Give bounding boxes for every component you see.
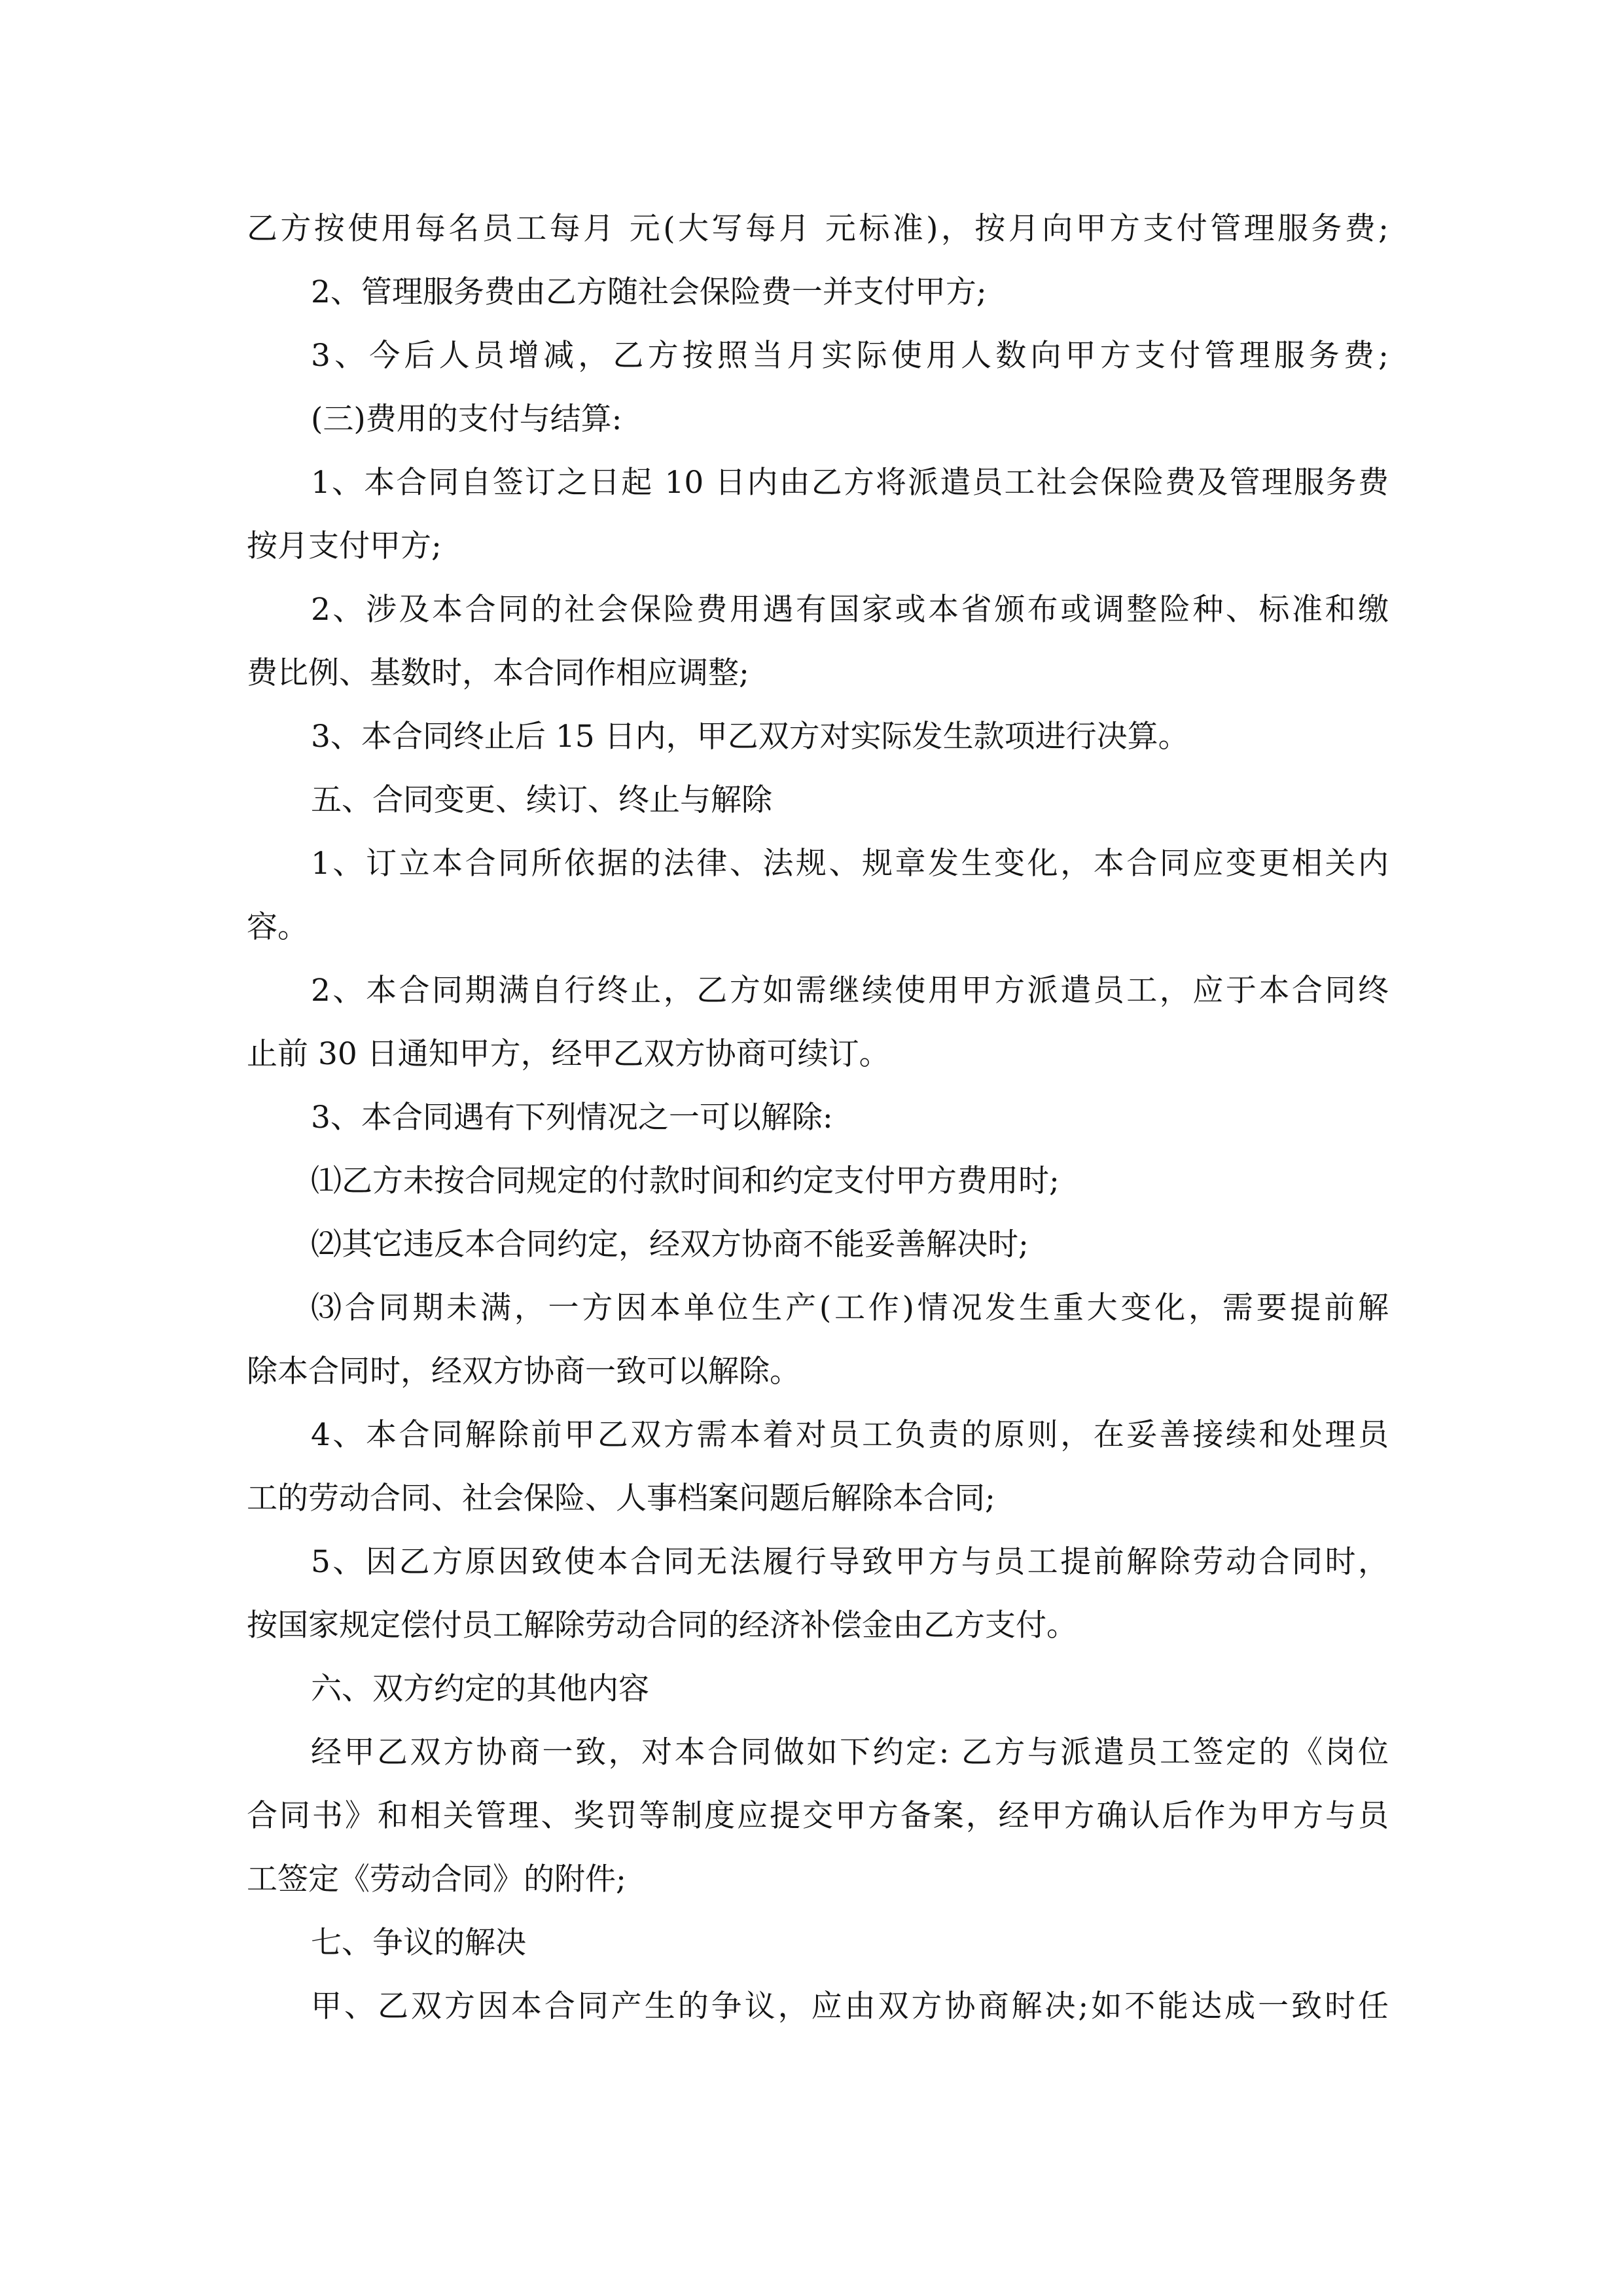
text-line: 甲、乙双方因本合同产生的争议，应由双方协商解决;如不能达成一致时任 bbox=[311, 1988, 1389, 2024]
text-line: 3、本合同遇有下列情况之一可以解除: bbox=[311, 1100, 833, 1136]
text-line: 除本合同时，经双方协商一致可以解除。 bbox=[247, 1354, 800, 1390]
text-line: 止前 30 日通知甲方，经甲乙双方协商可续订。 bbox=[247, 1036, 890, 1072]
text-line: 按国家规定偿付员工解除劳动合同的经济补偿金由乙方支付。 bbox=[247, 1607, 1077, 1643]
text-line: 4、本合同解除前甲乙双方需本着对员工负责的原则，在妥善接续和处理员 bbox=[311, 1417, 1389, 1453]
text-line: 乙方按使用每名员工每月 元(大写每月 元标准)，按月向甲方支付管理服务费; bbox=[247, 211, 1389, 247]
text-line: 2、本合同期满自行终止，乙方如需继续使用甲方派遣员工，应于本合同终 bbox=[311, 973, 1389, 1009]
text-line: 合同书》和相关管理、奖罚等制度应提交甲方备案，经甲方确认后作为甲方与员 bbox=[247, 1798, 1389, 1834]
text-line: 费比例、基数时，本合同作相应调整; bbox=[247, 655, 749, 691]
text-line: 工的劳动合同、社会保险、人事档案问题后解除本合同; bbox=[247, 1480, 995, 1516]
text-line: 按月支付甲方; bbox=[247, 528, 442, 564]
text-line: ⑶合同期未满，一方因本单位生产(工作)情况发生重大变化，需要提前解 bbox=[311, 1290, 1389, 1326]
text-line: 3、今后人员增减，乙方按照当月实际使用人数向甲方支付管理服务费; bbox=[311, 338, 1389, 374]
text-line: 2、涉及本合同的社会保险费用遇有国家或本省颁布或调整险种、标准和缴 bbox=[311, 592, 1389, 628]
section-heading: (三)费用的支付与结算: bbox=[311, 401, 622, 437]
section-heading: 七、争议的解决 bbox=[311, 1925, 526, 1961]
text-line: 5、因乙方原因致使本合同无法履行导致甲方与员工提前解除劳动合同时， bbox=[311, 1544, 1389, 1580]
text-line: ⑵其它违反本合同约定，经双方协商不能妥善解决时; bbox=[311, 1227, 1029, 1263]
text-line: 工签定《劳动合同》的附件; bbox=[247, 1861, 626, 1897]
text-line: 3、本合同终止后 15 日内，甲乙双方对实际发生款项进行决算。 bbox=[311, 719, 1189, 755]
text-line: 经甲乙双方协商一致，对本合同做如下约定: 乙方与派遣员工签定的《岗位 bbox=[311, 1734, 1389, 1770]
text-line: ⑴乙方未按合同规定的付款时间和约定支付甲方费用时; bbox=[311, 1163, 1060, 1199]
text-line: 容。 bbox=[247, 909, 308, 945]
text-line: 1、订立本合同所依据的法律、法规、规章发生变化，本合同应变更相关内 bbox=[311, 846, 1389, 882]
section-heading: 六、双方约定的其他内容 bbox=[311, 1671, 649, 1707]
text-line: 2、管理服务费由乙方随社会保险费一并支付甲方; bbox=[311, 274, 987, 310]
text-line: 1、本合同自签订之日起 10 日内由乙方将派遣员工社会保险费及管理服务费 bbox=[311, 465, 1389, 501]
section-heading: 五、合同变更、续订、终止与解除 bbox=[311, 782, 772, 818]
